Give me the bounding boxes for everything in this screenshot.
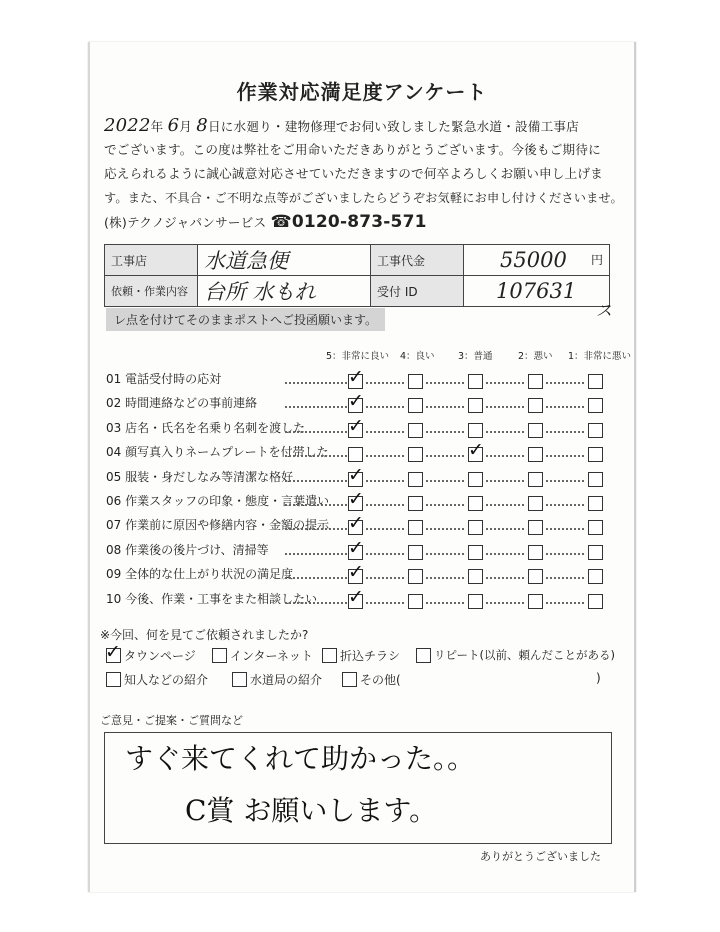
leader-dots [426, 528, 464, 530]
source-checkbox-townpage[interactable] [105, 641, 121, 663]
rating-checkbox-2[interactable] [528, 520, 543, 535]
margin-mark: ス [596, 301, 613, 320]
instruction-banner: レ点を付けてそのままポストへご投函願います。 [106, 308, 385, 331]
month-suffix: 月 [179, 119, 193, 134]
intro-line-3: 応えられるように誠心誠意対応させていただきますので何卒よろしくお願い申し上げま [104, 166, 603, 181]
rating-checkbox-1[interactable] [588, 398, 603, 413]
phone-number: ☎0120-873-571 [270, 212, 427, 232]
source-flyer: 折込チラシ [340, 649, 401, 663]
year-suffix: 年 [150, 119, 164, 134]
handwritten-month: 6 [167, 115, 180, 136]
leader-dots [366, 504, 404, 506]
leader-dots [366, 455, 404, 457]
leader-dots [285, 504, 347, 506]
work-label: 依頼・作業内容 [105, 276, 198, 307]
rating-checkbox-1[interactable] [588, 447, 603, 462]
leader-dots [486, 504, 524, 506]
fee-label: 工事代金 [371, 245, 464, 276]
leader-dots [486, 455, 524, 457]
leader-dots [426, 480, 464, 482]
rating-checkbox-5[interactable] [348, 561, 364, 584]
checkmark-icon: ✓ [468, 439, 484, 462]
id-cell [464, 276, 610, 307]
survey-card [88, 42, 636, 892]
source-checkbox-internet[interactable] [212, 648, 227, 663]
question-label: 05 服装・身だしなみ等清潔な格好 [106, 469, 294, 484]
leader-dots [426, 602, 464, 604]
question-label: 09 全体的な仕上がり状況の満足度 [106, 567, 294, 582]
rating-checkbox-1[interactable] [588, 594, 603, 609]
company-line [104, 210, 427, 235]
rating-checkbox-3[interactable] [468, 545, 483, 560]
rating-checkbox-4[interactable] [408, 423, 423, 438]
leader-dots [366, 382, 404, 384]
handwritten-day: 8 [196, 115, 208, 136]
company-name: (株)テクノジャパンサービス [104, 215, 267, 230]
leader-dots [426, 382, 464, 384]
shop-label: 工事店 [105, 245, 198, 276]
leader-dots [285, 406, 347, 408]
leader-dots [366, 480, 404, 482]
work-value: 台所 水もれ [198, 276, 371, 307]
question-label: 06 作業スタッフの印象・態度・言葉遣い [106, 494, 330, 508]
id-value: 10763 [496, 279, 563, 303]
rating-checkbox-5[interactable] [348, 447, 363, 462]
leader-dots [285, 528, 347, 530]
source-other: その他( [360, 673, 401, 687]
checkmark-icon: ✓ [348, 561, 364, 584]
source-repeat: リピート(以前、頼んだことがある) [434, 648, 616, 662]
leader-dots [426, 406, 464, 408]
rating-checkbox-5[interactable] [348, 512, 364, 535]
leader-dots [366, 602, 404, 604]
rating-checkbox-1[interactable] [588, 374, 603, 389]
leader-dots [285, 431, 347, 433]
rating-checkbox-5[interactable] [348, 488, 364, 511]
rating-checkbox-1[interactable] [588, 545, 603, 560]
rating-checkbox-1[interactable] [588, 520, 603, 535]
intro-line-1-text: 日に水廻り・建物修理でお伺い致しました緊急水道・設備工事店 [207, 119, 579, 134]
question-label: 01 電話受付時の応対 [106, 372, 222, 386]
rating-checkbox-3[interactable] [468, 520, 483, 535]
rating-checkbox-4[interactable] [408, 398, 423, 413]
intro-line-2: でございます。この度は弊社をご用命いただきありがとうございます。今後もご期待に [104, 142, 601, 157]
rating-checkbox-3[interactable] [468, 374, 483, 389]
checkmark-icon: ✓ [348, 463, 364, 486]
question-label: 08 作業後の後片づけ、清掃等 [106, 542, 269, 557]
question-label: 07 作業前に原因や修繕内容・金額の提示 [106, 518, 330, 533]
leader-dots [546, 455, 584, 457]
source-checkbox-other[interactable] [342, 672, 357, 687]
rating-checkbox-1[interactable] [588, 423, 603, 438]
source-question: ※今回、何を見てご依頼されましたか? [100, 628, 309, 642]
fee-value: 55000 [500, 248, 567, 272]
survey-title: 作業対応満足度アンケート [236, 80, 488, 104]
source-referral: 知人などの紹介 [124, 673, 209, 687]
leader-dots [285, 577, 347, 579]
rating-checkbox-2[interactable] [528, 472, 543, 487]
leader-dots [546, 528, 584, 530]
rating-checkbox-5[interactable] [348, 366, 364, 389]
leader-dots [546, 382, 584, 384]
leader-dots [486, 406, 524, 408]
checkmark-icon: ✓ [348, 536, 364, 559]
rating-checkbox-3[interactable] [468, 439, 484, 462]
question-label: 10 今後、作業・工事をまた相談したい [106, 591, 318, 606]
rating-checkbox-1[interactable] [588, 569, 603, 584]
leader-dots [546, 577, 584, 579]
leader-dots [486, 431, 524, 433]
rating-checkbox-4[interactable] [408, 545, 423, 560]
comment-line-2: C賞 お願いします。 [185, 794, 438, 827]
rating-checkbox-2[interactable] [528, 545, 543, 560]
checkmark-icon: ✓ [348, 390, 364, 413]
rating-checkbox-2[interactable] [528, 594, 543, 609]
question-label: 04 顔写真入りネームプレートを付帯した [106, 445, 329, 460]
leader-dots [546, 602, 584, 604]
checkmark-icon: ✓ [348, 366, 364, 388]
scale-5: 5：非常に良い [326, 351, 390, 362]
rating-checkbox-4[interactable] [408, 496, 423, 511]
leader-dots [486, 528, 524, 530]
rating-checkbox-5[interactable] [348, 414, 364, 438]
leader-dots [285, 602, 347, 604]
rating-checkbox-1[interactable] [588, 472, 603, 487]
fee-unit: 円 [590, 253, 603, 267]
question-label: 03 店名・氏名を名乗り名刺を渡した [106, 420, 306, 435]
leader-dots [285, 382, 347, 384]
leader-dots [546, 553, 584, 555]
leader-dots [546, 480, 584, 482]
leader-dots [426, 577, 464, 579]
leader-dots [486, 382, 524, 384]
comment-line-1: すぐ来てくれて助かった。。 [125, 742, 476, 775]
scale-2: 2：悪い [518, 351, 553, 362]
leader-dots [366, 528, 404, 530]
other-close-paren: ) [596, 671, 601, 685]
scale-1: 1：非常に悪い [568, 351, 632, 362]
checkmark-icon: ✓ [348, 512, 364, 535]
comments-label: ご意見・ご提案・ご質問など [100, 714, 243, 727]
rating-checkbox-2[interactable] [528, 569, 543, 584]
rating-checkbox-2[interactable] [528, 374, 543, 389]
leader-dots [426, 431, 464, 433]
rating-checkbox-3[interactable] [468, 398, 483, 413]
leader-dots [546, 406, 584, 408]
leader-dots [366, 577, 404, 579]
leader-dots [426, 504, 464, 506]
rating-checkbox-2[interactable] [528, 496, 543, 511]
leader-dots [285, 480, 347, 482]
scale-3: 3：普通 [458, 351, 493, 362]
leader-dots [486, 553, 524, 555]
rating-checkbox-3[interactable] [468, 496, 483, 511]
scale-4: 4：良い [400, 351, 435, 362]
rating-checkbox-3[interactable] [468, 423, 483, 438]
leader-dots [546, 504, 584, 506]
source-internet: インターネット [230, 649, 313, 663]
rating-checkbox-4[interactable] [408, 520, 423, 535]
rating-checkbox-4[interactable] [408, 569, 423, 584]
rating-checkbox-4[interactable] [408, 594, 423, 609]
info-table [104, 244, 610, 307]
rating-checkbox-5[interactable] [348, 536, 364, 560]
leader-dots [366, 406, 404, 408]
rating-checkbox-3[interactable] [468, 472, 483, 487]
rating-checkbox-5[interactable] [348, 390, 364, 413]
rating-checkbox-5[interactable] [348, 463, 364, 487]
handwritten-year: 2022 [104, 115, 151, 136]
question-label: 02 時間連絡などの事前連絡 [106, 396, 258, 411]
checkmark-icon: ✓ [105, 641, 121, 663]
leader-dots [366, 431, 404, 433]
rating-checkbox-4[interactable] [408, 374, 423, 389]
leader-dots [486, 577, 524, 579]
rating-checkbox-2[interactable] [528, 423, 543, 438]
intro-line-1 [104, 114, 579, 139]
rating-checkbox-2[interactable] [528, 447, 543, 462]
shop-value: 水道急便 [198, 245, 371, 276]
rating-checkbox-1[interactable] [588, 496, 603, 511]
rating-checkbox-3[interactable] [468, 594, 483, 609]
rating-checkbox-2[interactable] [528, 398, 543, 413]
source-checkbox-referral[interactable] [106, 672, 121, 687]
leader-dots [426, 553, 464, 555]
leader-dots [486, 480, 524, 482]
thanks-text: ありがとうございました [480, 850, 601, 863]
rating-checkbox-4[interactable] [408, 447, 423, 462]
leader-dots [285, 553, 347, 555]
source-checkbox-flyer[interactable] [322, 648, 337, 663]
rating-checkbox-4[interactable] [408, 472, 423, 487]
source-checkbox-waterworks[interactable] [232, 672, 247, 687]
rating-checkbox-5[interactable] [348, 585, 364, 609]
checkmark-icon: ✓ [348, 488, 364, 510]
id-extra: 1 [562, 279, 577, 303]
id-label: 受付 ID [371, 276, 464, 307]
checkmark-icon: ✓ [348, 414, 364, 437]
intro-line-4: す。また、不具合・ご不明な点等がございましたらどうぞお気軽にお申し付けくださいませ。 [104, 191, 623, 205]
comments-box[interactable] [104, 732, 612, 844]
leader-dots [285, 455, 347, 457]
fee-cell [464, 245, 610, 276]
source-checkbox-repeat[interactable] [416, 648, 431, 663]
leader-dots [486, 602, 524, 604]
source-waterworks: 水道局の紹介 [250, 673, 323, 687]
rating-checkbox-3[interactable] [468, 569, 483, 584]
leader-dots [366, 553, 404, 555]
checkmark-icon: ✓ [348, 585, 364, 608]
source-townpage: タウンページ [124, 649, 196, 663]
leader-dots [426, 455, 464, 457]
leader-dots [546, 431, 584, 433]
